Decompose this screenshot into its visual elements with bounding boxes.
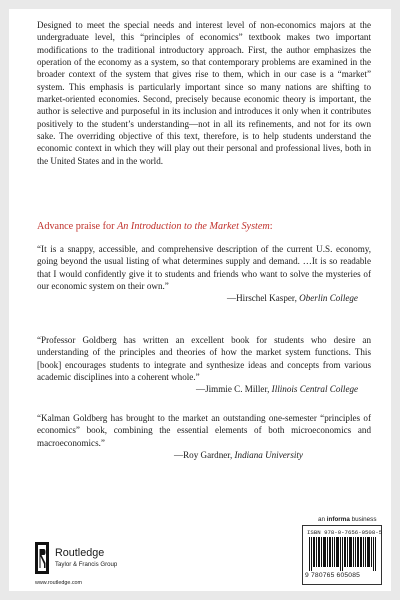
praise-book-title: An Introduction to the Market System: [117, 221, 270, 232]
isbn-label: ISBN 978-0-7656-0508-5: [307, 529, 383, 536]
quote-attribution: [37, 383, 371, 395]
back-cover: [9, 9, 391, 591]
quote-attribution: [37, 449, 371, 461]
praise-colon: :: [269, 221, 273, 232]
informa-business-label: [318, 516, 376, 523]
informa-brand: informa: [326, 516, 350, 523]
quote-author: —Roy Gardner,: [174, 450, 235, 461]
isbn-barcode: [302, 525, 382, 585]
informa-prefix: an: [318, 516, 327, 523]
informa-suffix: business: [349, 516, 377, 523]
quote-text: “It is a snappy, accessible, and comprehensive description of the current U.S. economy, going beyond the usual listing of what determines supply and demand. …It is so readable that I would confidently give it to students and friends who want to solve the mysteries of our economic system on their own.”: [37, 244, 371, 292]
publisher-website[interactable]: www.routledge.com: [35, 580, 83, 586]
publisher-name: Routledge: [55, 547, 105, 559]
praise-quote: [37, 243, 371, 305]
publisher-group: Taylor & Francis Group: [55, 561, 118, 568]
barcode-icon: [309, 537, 377, 571]
praise-intro: Advance praise for: [37, 221, 118, 232]
praise-quote: [37, 412, 371, 461]
barcode-digits: 9 780765 605085: [305, 572, 361, 579]
quote-attribution: [37, 292, 371, 304]
quote-text: “Professor Goldberg has written an excellent book for students who desire an understanding of the principles and theories of how the market system functions. This [book] encourages students to integrate and synthesize ideas and concepts from various academic disciplines into a coherent whole.”: [37, 335, 371, 383]
praise-heading: [37, 221, 273, 232]
quote-affiliation: Illinois Central College: [271, 384, 359, 395]
praise-quote: [37, 334, 371, 396]
book-description: Designed to meet the special needs and interest level of non-economics majors at the undergraduate level, this “principles of economics” textbook makes two important modifications to the traditional introductory approach. First, the author emphasizes the operation of the economy as a system, so that contemporary problems are examined in the broader context of the system that gives rise to them, which in our case is a “market” system. This emphasis is particularly important since so many nations are shifting to market-oriented economies. Second, precisely because economic theory is important, the author is selective and purposeful in its inclusion and introduces it only when it contributes positively to the student’s understanding—not in all its refinements, and not for its own sake. The overriding objective of this text, therefore, is to help students understand the economic context in which they will play out their personal and professional lives, both in the United States and in the world.: [37, 20, 371, 166]
routledge-logo-icon: [35, 542, 49, 574]
quote-affiliation: Indiana University: [234, 450, 303, 461]
quote-author: —Hirschel Kasper,: [227, 293, 300, 304]
quote-text: “Kalman Goldberg has brought to the market an outstanding one-semester “principles of economics” book, combining the essential elements of both microeconomics and macroeconomics.”: [37, 413, 371, 448]
quote-author: —Jimmie C. Miller,: [196, 384, 272, 395]
quote-affiliation: Oberlin College: [299, 293, 358, 304]
